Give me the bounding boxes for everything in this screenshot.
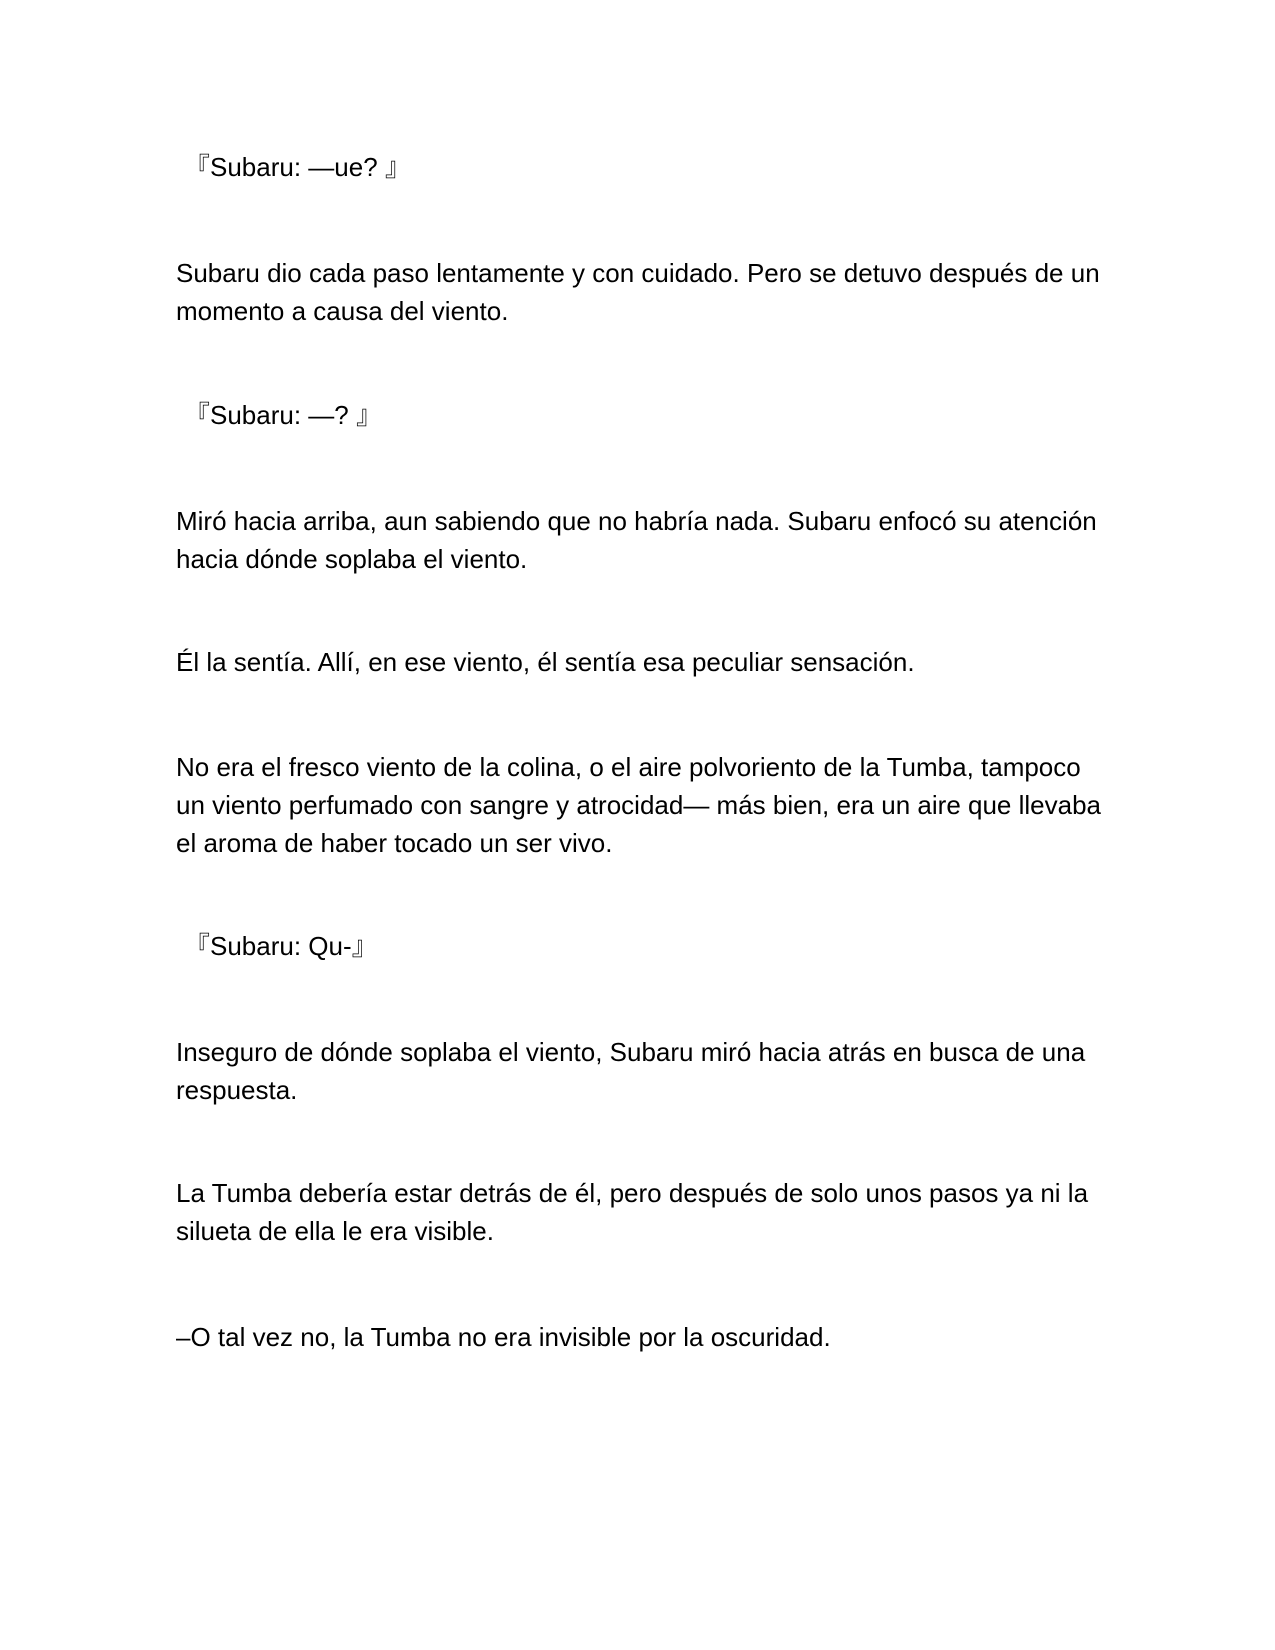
narration-paragraph: Él la sentía. Allí, en ese viento, él sentía esa peculiar sensación. [176, 647, 915, 677]
dialogue-line: 『Subaru: —? 』 [184, 400, 382, 430]
narration-paragraph: La Tumba debería estar detrás de él, pero después de solo unos pasos ya ni la silueta de ella le era visible. [176, 1178, 1089, 1246]
narration-paragraph: Inseguro de dónde soplaba el viento, Subaru miró hacia atrás en busca de una respuesta. [176, 1037, 1086, 1105]
narration-paragraph: Miró hacia arriba, aun sabiendo que no habría nada. Subaru enfocó su atención hacia dónde soplaba el viento. [176, 506, 1097, 574]
narration-paragraph: Subaru dio cada paso lentamente y con cuidado. Pero se detuvo después de un momento a causa del viento. [176, 258, 1100, 326]
dialogue-line: 『Subaru: Qu-』 [184, 931, 378, 961]
narration-paragraph: –O tal vez no, la Tumba no era invisible por la oscuridad. [176, 1322, 831, 1352]
narration-paragraph: No era el fresco viento de la colina, o el aire polvoriento de la Tumba, tampoco un viento perfumado con sangre y atrocidad— más bien, era un aire que llevaba el aroma de haber tocado un ser vivo. [176, 752, 1102, 858]
dialogue-line: 『Subaru: —ue? 』 [184, 152, 411, 182]
